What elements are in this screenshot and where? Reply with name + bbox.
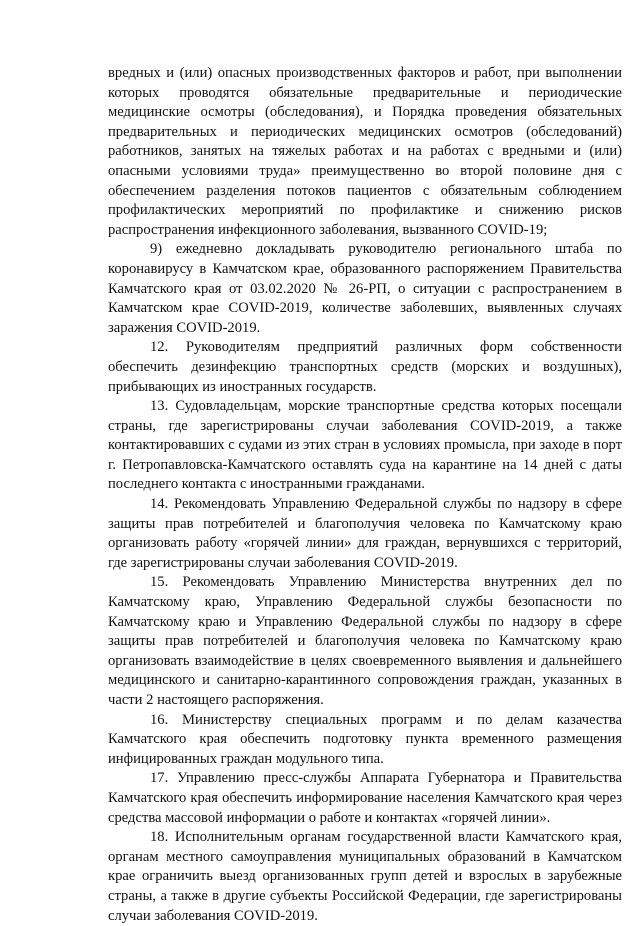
- paragraph-item-16: 16. Министерству специальных программ и по делам казачества Камчатского края обеспечить подготовку пункта временного размещения инфицированных граждан модульного типа.: [108, 711, 622, 767]
- paragraph-item-15: 15. Рекомендовать Управлению Министерства внутренних дел по Камчатскому краю, Управлению Федеральной службы безопасности по Камчатскому краю и Управлению Федеральной службы по надзору в сфере защиты прав потребителей и благополучия человека по Камчатскому краю организовать взаимодействие в целях своевременного выявления и дальнейшего медицинского и санитарно-карантинного сопровождения граждан, указанных в части 2 настоящего распоряжения.: [108, 574, 622, 708]
- paragraph-item-9: 9) ежедневно докладывать руководителю регионального штаба по коронавирусу в Камчатском крае, образованного распоряжением Правительства Камчатского края от 03.02.2020 № 26-РП, о ситуации с распространением в Камчатском крае COVID-2019, количестве заболевших, выявленных случаях заражения COVID-2019.: [108, 241, 622, 336]
- document-page: [108, 64, 622, 926]
- paragraph-continuation: вредных и (или) опасных производственных факторов и работ, при выполнении которых проводятся обязательные предварительные и периодические медицинские осмотры (обследования), и Порядка проведения обязательных предварительных и периодических медицинских осмотров (обследований) работников, занятых на тяжелых работах и на работах с вредными и (или) опасными условиями труда» преимущественно во второй половине дня с обеспечением разделения потоков пациентов с обязательным соблюдением профилактических мероприятий по профилактике и снижению рисков распространения инфекционного заболевания, вызванного COVID-19;: [108, 65, 622, 238]
- paragraph-item-14: 14. Рекомендовать Управлению Федеральной службы по надзору в сфере защиты прав потребителей и благополучия человека по Камчатскому краю организовать работу «горячей линии» для граждан, вернувшихся с территорий, где зарегистрированы случаи заболевания COVID-2019.: [108, 496, 622, 571]
- paragraph-item-12: 12. Руководителям предприятий различных форм собственности обеспечить дезинфекцию транспортных средств (морских и воздушных), прибывающих из иностранных государств.: [108, 339, 622, 395]
- paragraph-item-18: 18. Исполнительным органам государственной власти Камчатского края, органам местного самоуправления муниципальных образований в Камчатском крае ограничить выезд организованных групп детей и взрослых в зарубежные страны, а также в другие субъекты Российской Федерации, где зарегистрированы случаи заболевания COVID-2019.: [108, 829, 622, 924]
- paragraph-item-13: 13. Судовладельцам, морские транспортные средства которых посещали страны, где зарегистрированы случаи заболевания COVID-2019, а также контактировавших с судами из этих стран в условиях промысла, при заходе в порт г. Петропавловска-Камчатского оставлять суда на карантине на 14 дней с даты последнего контакта с иностранными гражданами.: [108, 398, 622, 493]
- paragraph-item-17: 17. Управлению пресс-службы Аппарата Губернатора и Правительства Камчатского края обеспечить информирование населения Камчатского края через средства массовой информации о работе и контактах «горячей линии».: [108, 770, 622, 826]
